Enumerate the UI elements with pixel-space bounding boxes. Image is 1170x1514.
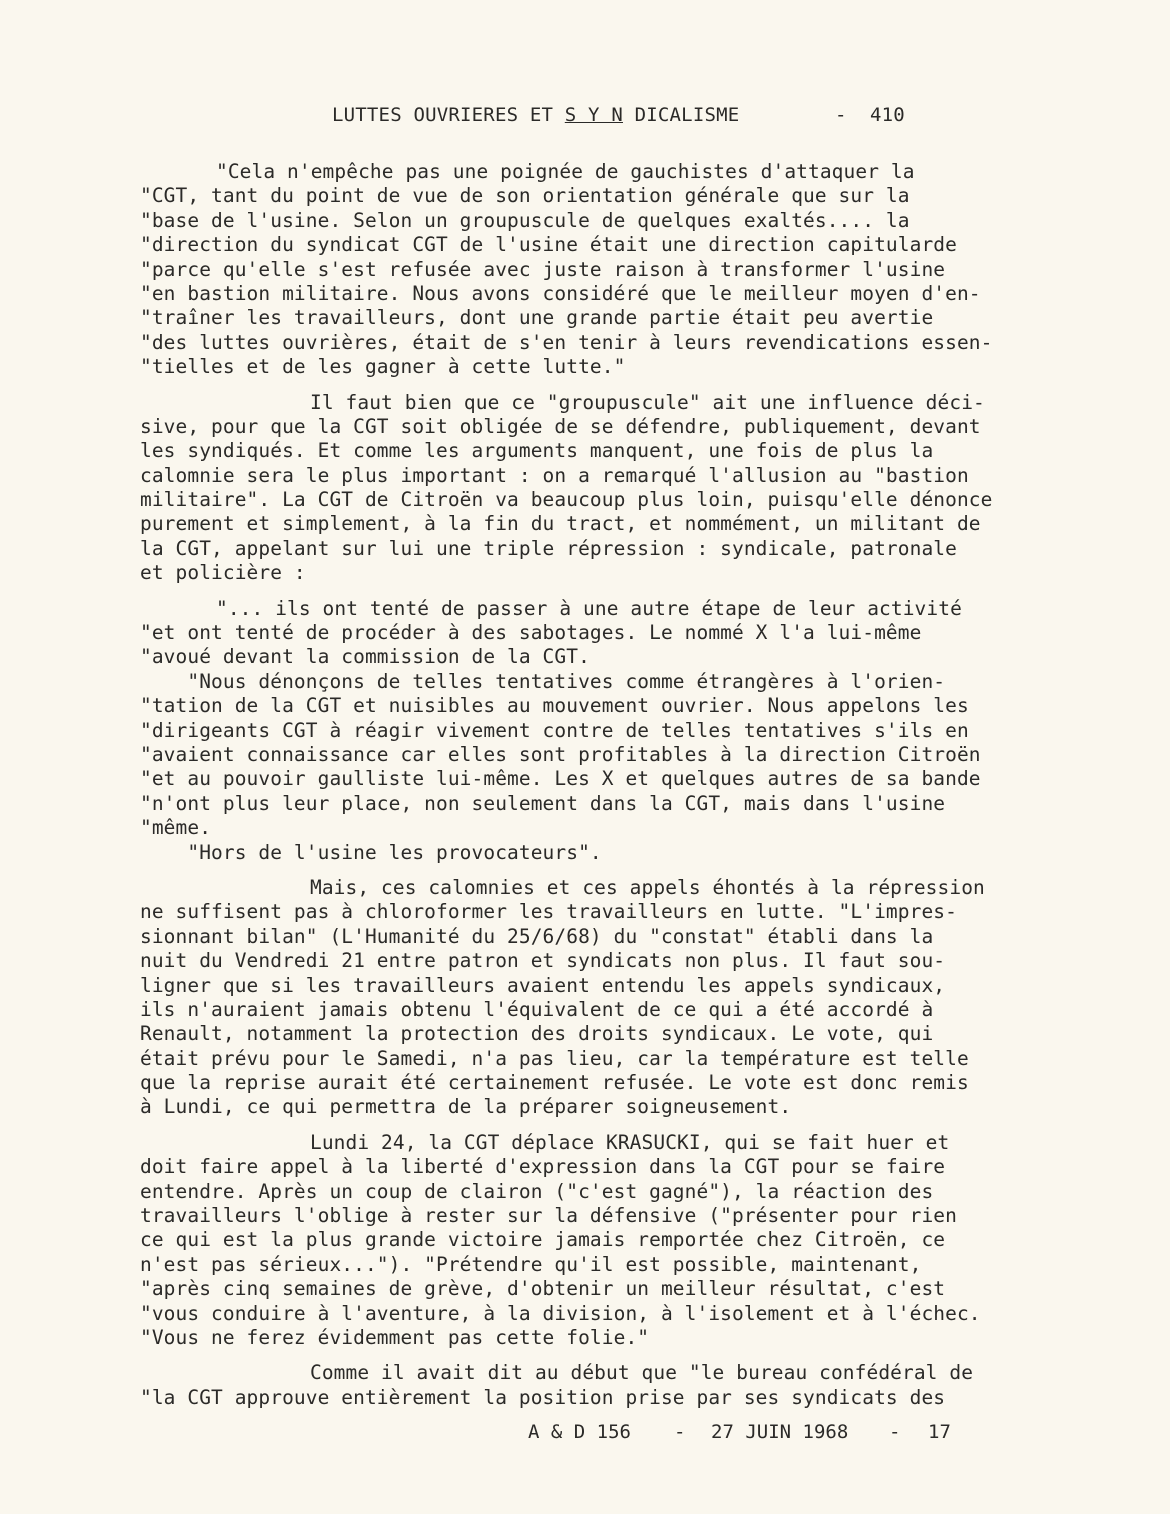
text-line: Mais, ces calomnies et ces appels éhontés à la répression — [310, 875, 985, 899]
footer-separator: - — [674, 1421, 686, 1443]
text-line: les syndiqués. Et comme les arguments manquent, une fois de plus la — [140, 439, 934, 463]
footer-page: 17 — [928, 1421, 951, 1443]
text-line: "direction du syndicat CGT de l'usine était une direction capitularde — [140, 233, 957, 257]
text-line: "dirigeants CGT à réagir vivement contre de telles tentatives s'ils en — [140, 718, 969, 742]
text-line: ne suffisent pas à chloroformer les travailleurs en lutte. "L'impres- — [140, 900, 957, 924]
text-line: Il faut bien que ce "groupuscule" ait une influence déci- — [310, 390, 985, 414]
text-line: sive, pour que la CGT soit obligée de se défendre, publiquement, devant — [140, 414, 981, 438]
text-line: "... ils ont tenté de passer à une autre étape de leur activité — [216, 596, 962, 620]
text-line: nuit du Vendredi 21 entre patron et syndicats non plus. Il faut sou- — [140, 949, 946, 973]
header-title-start: LUTTES OUVRIERES ET — [332, 104, 565, 126]
text-line: calomnie sera le plus important : on a remarqué l'allusion au "bastion — [140, 463, 969, 487]
text-line: "base de l'usine. Selon un groupuscule de quelques exaltés.... la — [140, 208, 910, 232]
header-page-number: 410 — [870, 104, 905, 126]
paragraph — [140, 160, 1060, 380]
text-line: "avoué devant la commission de la CGT. — [140, 645, 590, 669]
text-line: "n'ont plus leur place, non seulement dans la CGT, mais dans l'usine — [140, 791, 946, 815]
text-line: et policière : — [140, 561, 306, 585]
text-line: que la reprise aurait été certainement refusée. Le vote est donc remis — [140, 1071, 969, 1095]
text-line: la CGT, appelant sur lui une triple répression : syndicale, patronale — [140, 536, 957, 560]
paragraph — [140, 391, 1060, 586]
text-line: purement et simplement, à la fin du tract, et nommément, un militant de — [140, 512, 981, 536]
text-line: "tielles et de les gagner à cette lutte." — [140, 355, 626, 379]
header-title-underlined: S Y N — [564, 104, 623, 126]
text-line: "la CGT approuve entièrement la position prise par ses syndicats des — [140, 1385, 946, 1409]
text-line: "même. — [140, 816, 212, 840]
text-line: "Cela n'empêche pas une poignée de gauchistes d'attaquer la — [216, 160, 915, 183]
paragraph — [140, 1361, 1060, 1410]
footer-date: 27 JUIN 1968 — [711, 1421, 849, 1443]
text-line: "avaient connaissance car elles sont profitables à la direction Citroën — [140, 742, 981, 766]
text-line: ligner que si les travailleurs avaient entendu les appels syndicaux, — [140, 973, 946, 997]
text-line: était prévu pour le Samedi, n'a pas lieu, car la température est telle — [140, 1046, 969, 1070]
text-line: "Hors de l'usine les provocateurs". — [140, 840, 602, 864]
text-line: "vous conduire à l'aventure, à la division, à l'isolement et à l'échec. — [140, 1301, 981, 1325]
text-line: Lundi 24, la CGT déplace KRASUCKI, qui se fait huer et — [310, 1130, 950, 1154]
text-line: Renault, notamment la protection des droits syndicaux. Le vote, qui — [140, 1022, 934, 1046]
text-line: "traîner les travailleurs, dont une grande partie était peu avertie — [140, 306, 934, 330]
text-line: ils n'auraient jamais obtenu l'équivalent de ce qui a été accordé à — [140, 997, 934, 1021]
text-line: sionnant bilan" (L'Humanité du 25/6/68) du "constat" établi dans la — [140, 924, 934, 948]
text-line: "CGT, tant du point de vue de son orientation générale que sur la — [140, 184, 910, 208]
text-line: "en bastion militaire. Nous avons considéré que le meilleur moyen d'en- — [140, 281, 981, 305]
text-line: "et ont tenté de procéder à des sabotages. Le nommé X l'a lui-même — [140, 621, 922, 645]
text-line: à Lundi, ce qui permettra de la préparer soigneusement. — [140, 1095, 792, 1119]
paragraph — [140, 876, 1060, 1120]
header-title — [332, 104, 739, 126]
text-line: doit faire appel à la liberté d'expression dans la CGT pour se faire — [140, 1155, 946, 1179]
header-separator: - — [835, 104, 847, 126]
text-line: "tation de la CGT et nuisibles au mouvement ouvrier. Nous appelons les — [140, 694, 969, 718]
paragraph — [140, 1131, 1060, 1351]
text-line: travailleurs l'oblige à rester sur la défensive ("présenter pour rien — [140, 1204, 957, 1228]
text-line: militaire". La CGT de Citroën va beaucoup plus loin, puisqu'elle dénonce — [140, 488, 993, 512]
text-line: "Nous dénonçons de telles tentatives comme étrangères à l'orien- — [140, 669, 946, 693]
paragraph — [140, 597, 1060, 865]
footer-separator: - — [889, 1421, 901, 1443]
text-line: Comme il avait dit au début que "le bureau confédéral de — [310, 1361, 974, 1385]
document-body — [140, 160, 1060, 1421]
header-title-end: DICALISME — [622, 104, 740, 126]
text-line: "et au pouvoir gaulliste lui-même. Les X et quelques autres de sa bande — [140, 767, 981, 791]
text-line: "des luttes ouvrières, était de s'en tenir à leurs revendications essen- — [140, 330, 993, 354]
text-line: ce qui est la plus grande victoire jamais remportée chez Citroën, ce — [140, 1228, 946, 1252]
text-line: "Vous ne ferez évidemment pas cette folie." — [140, 1325, 650, 1349]
text-line: "après cinq semaines de grève, d'obtenir un meilleur résultat, c'est — [140, 1277, 946, 1301]
footer-publication: A & D 156 — [528, 1421, 631, 1443]
text-line: "parce qu'elle s'est refusée avec juste raison à transformer l'usine — [140, 257, 946, 281]
text-line: n'est pas sérieux..."). "Prétendre qu'il est possible, maintenant, — [140, 1252, 922, 1276]
text-line: entendre. Après un coup de clairon ("c'est gagné"), la réaction des — [140, 1179, 934, 1203]
